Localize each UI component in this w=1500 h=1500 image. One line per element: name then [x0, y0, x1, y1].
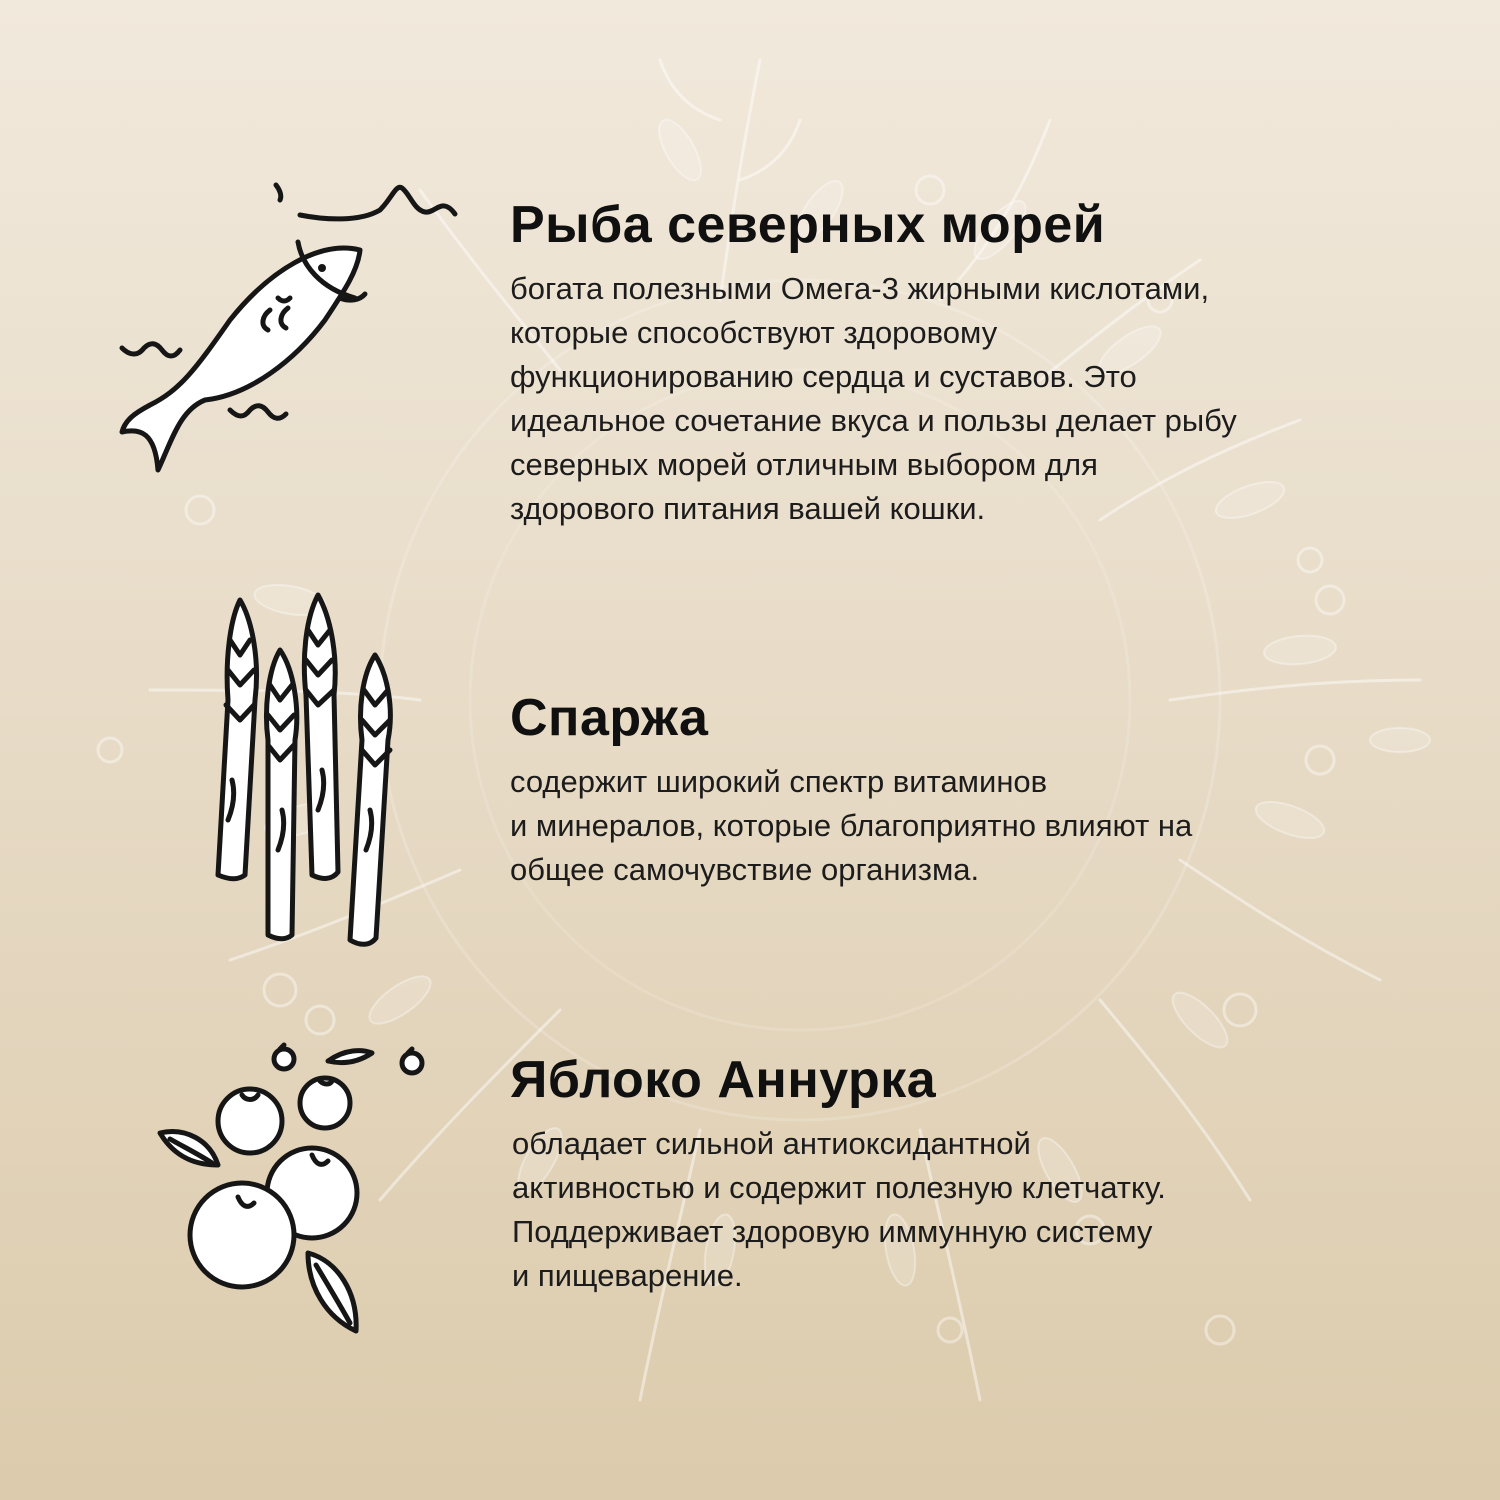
section-title: Яблоко Аннурка	[510, 1051, 937, 1109]
section-title: Спаржа	[510, 689, 709, 747]
section-description: содержит широкий спектр витаминов и минералов, которые благоприятно влияют на общее самочувствие организма.	[510, 764, 1193, 887]
asparagus-icon	[200, 580, 420, 950]
section-title: Рыба северных морей	[510, 196, 1106, 254]
section-description: богата полезными Омега-3 жирными кислотами, которые способствуют здоровому функционированию сердца и суставов. Это идеальное сочетание вкуса и пользы делает рыбу северных морей отличным выбором для здорового питания вашей кошки.	[510, 271, 1237, 526]
fish-icon	[110, 170, 470, 490]
apples-icon	[150, 1035, 440, 1345]
section-description: обладает сильной антиоксидантной активностью и содержит полезную клетчатку. Поддерживает здоровую иммунную систему и пищеварение.	[512, 1126, 1166, 1293]
